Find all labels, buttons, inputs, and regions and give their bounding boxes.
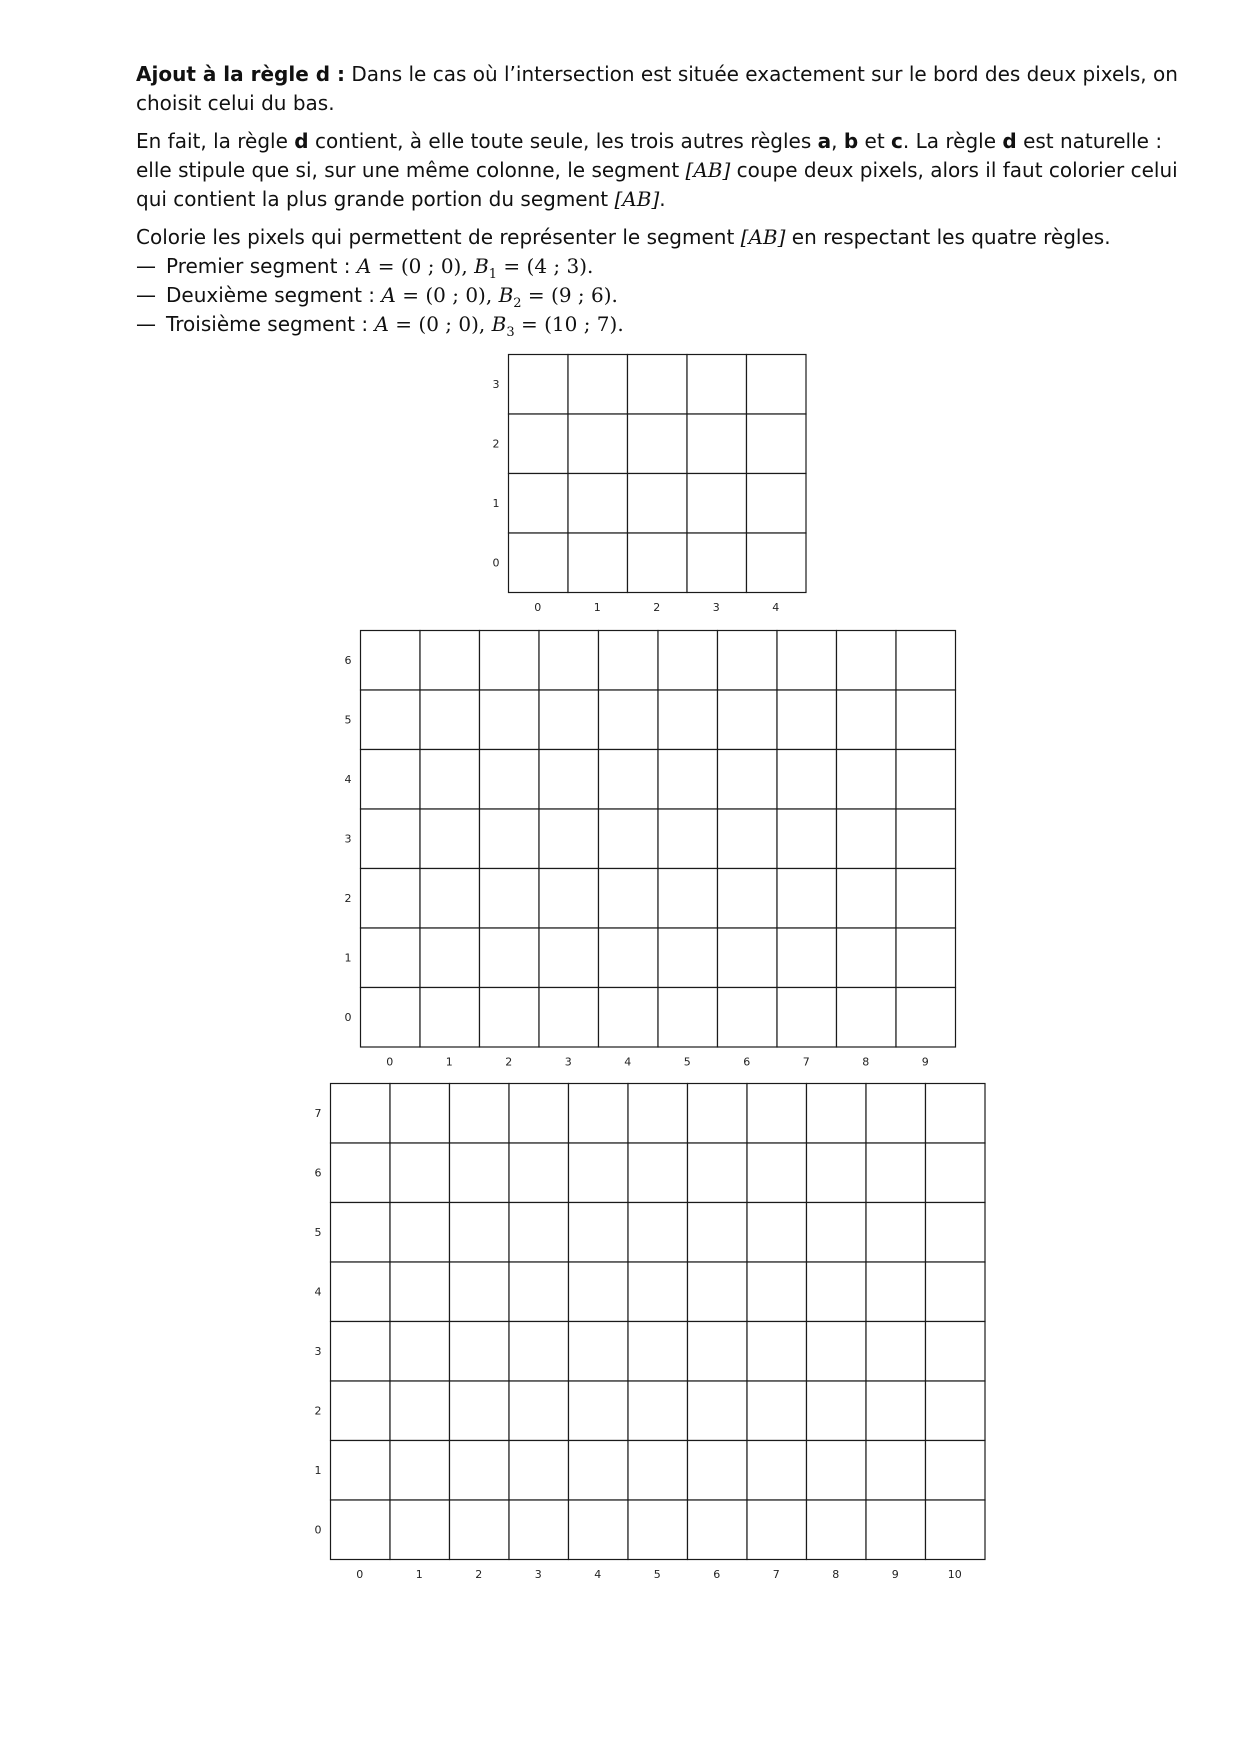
pixel-cell[interactable]: [896, 928, 956, 988]
pixel-cell[interactable]: [569, 1381, 629, 1441]
pixel-cell[interactable]: [390, 1262, 450, 1322]
y-axis-label: 7: [314, 1106, 322, 1120]
x-axis-label: 2: [505, 1055, 513, 1069]
rule-d-text: Dans le cas où l’intersection est située exactement sur le bord des deux pixels, on choisit celui du bas.: [136, 62, 1178, 115]
segment-notation: [AB]: [740, 225, 786, 249]
point-a-coords: = (0 ; 0),: [371, 254, 475, 278]
pixel-cell[interactable]: [926, 1381, 986, 1441]
pixel-cell[interactable]: [331, 1203, 391, 1263]
segment-label: Deuxième segment :: [166, 283, 382, 307]
pixel-grid-segment-3[interactable]: [314, 1083, 986, 1581]
pixel-cell[interactable]: [837, 750, 897, 810]
pixel-cell[interactable]: [866, 1500, 926, 1560]
pixel-cell[interactable]: [509, 1441, 569, 1501]
pixel-cell[interactable]: [509, 414, 569, 474]
rule-letter-c: c: [891, 129, 903, 153]
point-b-coords: = (4 ; 3).: [497, 254, 594, 278]
rule-letter-b: b: [843, 129, 859, 153]
pixel-cell[interactable]: [866, 1262, 926, 1322]
pixel-cell[interactable]: [747, 1500, 807, 1560]
pixel-grid-segment-2[interactable]: [344, 630, 956, 1069]
pixel-cell[interactable]: [628, 355, 688, 415]
pixel-cell[interactable]: [568, 474, 628, 534]
pixel-cell[interactable]: [599, 988, 659, 1048]
pixel-cell[interactable]: [688, 1084, 748, 1144]
y-axis-label: 0: [344, 1010, 352, 1024]
x-axis-label: 1: [445, 1055, 453, 1069]
pixel-cell[interactable]: [896, 690, 956, 750]
dash-bullet: —: [136, 312, 156, 336]
pixel-cell[interactable]: [718, 928, 778, 988]
pixel-cell[interactable]: [509, 474, 569, 534]
pixel-cell[interactable]: [331, 1322, 391, 1382]
y-axis-label: 4: [314, 1285, 322, 1299]
pixel-cell[interactable]: [331, 1262, 391, 1322]
segment-notation: [AB]: [685, 158, 731, 182]
pixel-cell[interactable]: [509, 1203, 569, 1263]
pixel-cell[interactable]: [807, 1322, 867, 1382]
pixel-cell[interactable]: [747, 1381, 807, 1441]
pixel-cell[interactable]: [390, 1143, 450, 1203]
pixel-cell[interactable]: [361, 690, 421, 750]
text-run: ,: [831, 129, 844, 153]
pixel-cell[interactable]: [390, 1441, 450, 1501]
pixel-cell[interactable]: [390, 1203, 450, 1263]
pixel-cell[interactable]: [628, 474, 688, 534]
pixel-cell[interactable]: [568, 414, 628, 474]
pixel-cell[interactable]: [718, 988, 778, 1048]
x-axis-label: 2: [653, 601, 661, 614]
pixel-cell[interactable]: [718, 750, 778, 810]
pixel-cell[interactable]: [361, 750, 421, 810]
y-axis-label: 2: [314, 1404, 322, 1418]
pixel-cell[interactable]: [926, 1322, 986, 1382]
pixel-cell[interactable]: [747, 1441, 807, 1501]
pixel-cell[interactable]: [896, 869, 956, 929]
pixel-cell[interactable]: [539, 750, 599, 810]
text-run: et: [858, 129, 892, 153]
y-axis-label: 3: [344, 832, 352, 846]
point-a: A: [374, 312, 389, 336]
pixel-cell[interactable]: [688, 1381, 748, 1441]
pixel-cell[interactable]: [569, 1084, 629, 1144]
pixel-cell[interactable]: [688, 1203, 748, 1263]
pixel-cell[interactable]: [658, 631, 718, 691]
pixel-cell[interactable]: [599, 809, 659, 869]
pixel-cell[interactable]: [599, 690, 659, 750]
pixel-cell[interactable]: [926, 1500, 986, 1560]
dash-bullet: —: [136, 283, 156, 307]
pixel-cell[interactable]: [569, 1262, 629, 1322]
pixel-cell[interactable]: [568, 533, 628, 593]
pixel-cell[interactable]: [807, 1381, 867, 1441]
pixel-cell[interactable]: [837, 928, 897, 988]
pixel-cell[interactable]: [539, 988, 599, 1048]
point-b-coords: = (10 ; 7).: [514, 312, 624, 336]
pixel-cell[interactable]: [361, 988, 421, 1048]
y-axis-label: 1: [314, 1463, 322, 1477]
pixel-cell[interactable]: [450, 1500, 510, 1560]
text-run: contient, à elle toute seule, les trois autres règles: [308, 129, 818, 153]
text-run: coupe deux pixels, alors il faut colorier celui qui contient la plus grande portion du segment: [136, 158, 1178, 211]
point-b-coords: = (9 ; 6).: [521, 283, 618, 307]
pixel-cell[interactable]: [718, 690, 778, 750]
pixel-cell[interactable]: [658, 750, 718, 810]
pixel-cell[interactable]: [687, 355, 747, 415]
pixel-cell[interactable]: [539, 809, 599, 869]
rule-d-heading: Ajout à la règle d :: [136, 62, 346, 86]
instruction-text: Colorie les pixels qui permettent de représenter le segment: [136, 225, 741, 249]
pixel-cell[interactable]: [569, 1143, 629, 1203]
pixel-cell[interactable]: [509, 1143, 569, 1203]
pixel-cell[interactable]: [599, 869, 659, 929]
y-axis-label: 3: [492, 377, 500, 391]
pixel-cell[interactable]: [390, 1381, 450, 1441]
pixel-cell[interactable]: [688, 1143, 748, 1203]
pixel-cell[interactable]: [658, 690, 718, 750]
pixel-cell[interactable]: [509, 1500, 569, 1560]
pixel-cell[interactable]: [331, 1143, 391, 1203]
pixel-cell[interactable]: [450, 1381, 510, 1441]
segment-label: Troisième segment :: [166, 312, 375, 336]
pixel-cell[interactable]: [718, 631, 778, 691]
x-axis-label: 6: [743, 1055, 751, 1069]
rule-letter-a: a: [817, 129, 832, 153]
rule-explanation: [136, 127, 1196, 214]
pixel-cell[interactable]: [896, 750, 956, 810]
pixel-cell[interactable]: [480, 750, 540, 810]
dash-bullet: —: [136, 254, 156, 278]
pixel-cell[interactable]: [628, 1143, 688, 1203]
pixel-cell[interactable]: [390, 1322, 450, 1382]
y-axis-label: 6: [314, 1166, 322, 1180]
pixel-cell[interactable]: [837, 809, 897, 869]
pixel-cell[interactable]: [539, 869, 599, 929]
rule-letter-d: d: [1002, 129, 1017, 153]
pixel-cell[interactable]: [420, 988, 480, 1048]
pixel-cell[interactable]: [599, 631, 659, 691]
pixel-cell[interactable]: [628, 414, 688, 474]
pixel-cell[interactable]: [777, 631, 837, 691]
pixel-cell[interactable]: [331, 1084, 391, 1144]
pixel-cell[interactable]: [807, 1500, 867, 1560]
pixel-cell[interactable]: [777, 809, 837, 869]
pixel-cell[interactable]: [837, 988, 897, 1048]
point-a: A: [381, 283, 396, 307]
text-run: . La règle: [902, 129, 1003, 153]
point-b: B: [491, 312, 507, 336]
pixel-cell[interactable]: [450, 1203, 510, 1263]
pixel-cell[interactable]: [688, 1441, 748, 1501]
pixel-cell[interactable]: [420, 809, 480, 869]
point-a-coords: = (0 ; 0),: [388, 312, 492, 336]
pixel-cell[interactable]: [926, 1203, 986, 1263]
y-axis-label: 4: [344, 772, 352, 786]
pixel-cell[interactable]: [687, 533, 747, 593]
rule-d-addendum: [136, 60, 1196, 118]
x-axis-label: 9: [921, 1055, 929, 1069]
pixel-cell[interactable]: [658, 988, 718, 1048]
pixel-cell[interactable]: [569, 1322, 629, 1382]
x-axis-label: 4: [594, 1568, 602, 1581]
exercise-instructions: [136, 223, 1196, 339]
point-b-index: 3: [506, 325, 515, 340]
pixel-cell[interactable]: [450, 1322, 510, 1382]
pixel-cell[interactable]: [509, 1262, 569, 1322]
y-axis-label: 0: [492, 556, 500, 570]
x-axis-label: 6: [713, 1568, 721, 1581]
pixel-cell[interactable]: [420, 869, 480, 929]
pixel-cell[interactable]: [331, 1500, 391, 1560]
pixel-cell[interactable]: [747, 533, 807, 593]
pixel-cell[interactable]: [599, 928, 659, 988]
pixel-cell[interactable]: [361, 869, 421, 929]
pixel-cell[interactable]: [718, 869, 778, 929]
pixel-cell[interactable]: [628, 1381, 688, 1441]
y-axis-label: 5: [314, 1225, 322, 1239]
pixel-cell[interactable]: [539, 690, 599, 750]
pixel-cell[interactable]: [747, 414, 807, 474]
pixel-cell[interactable]: [747, 1322, 807, 1382]
pixel-cell[interactable]: [896, 988, 956, 1048]
pixel-cell[interactable]: [569, 1500, 629, 1560]
pixel-cell[interactable]: [569, 1203, 629, 1263]
x-axis-label: 8: [832, 1568, 840, 1581]
y-axis-label: 1: [492, 496, 500, 510]
pixel-cell[interactable]: [450, 1143, 510, 1203]
pixel-cell[interactable]: [509, 1381, 569, 1441]
pixel-cell[interactable]: [926, 1143, 986, 1203]
pixel-cell[interactable]: [777, 988, 837, 1048]
point-b: B: [474, 254, 489, 278]
pixel-cell[interactable]: [599, 750, 659, 810]
pixel-cell[interactable]: [687, 474, 747, 534]
pixel-cell[interactable]: [866, 1381, 926, 1441]
pixel-cell[interactable]: [807, 1203, 867, 1263]
y-axis-label: 2: [344, 891, 352, 905]
pixel-cell[interactable]: [658, 809, 718, 869]
pixel-cell[interactable]: [331, 1441, 391, 1501]
pixel-cell[interactable]: [747, 1084, 807, 1144]
x-axis-label: 1: [593, 601, 601, 614]
pixel-cell[interactable]: [509, 1084, 569, 1144]
x-axis-label: 0: [356, 1568, 364, 1581]
text-run: .: [659, 187, 666, 211]
segment-label: Premier segment :: [166, 254, 357, 278]
x-axis-label: 9: [891, 1568, 899, 1581]
pixel-cell[interactable]: [628, 533, 688, 593]
x-axis-label: 5: [683, 1055, 691, 1069]
pixel-cell[interactable]: [926, 1441, 986, 1501]
y-axis-label: 0: [314, 1523, 322, 1537]
pixel-cell[interactable]: [747, 1203, 807, 1263]
list-item: [136, 281, 1196, 310]
pixel-cell[interactable]: [747, 1143, 807, 1203]
pixel-cell[interactable]: [688, 1500, 748, 1560]
pixel-cell[interactable]: [777, 869, 837, 929]
pixel-cell[interactable]: [866, 1322, 926, 1382]
pixel-cell[interactable]: [837, 869, 897, 929]
pixel-cell[interactable]: [747, 355, 807, 415]
y-axis-label: 5: [344, 713, 352, 727]
pixel-cell[interactable]: [807, 1143, 867, 1203]
list-item: [136, 310, 1196, 339]
pixel-cell[interactable]: [480, 928, 540, 988]
pixel-cell[interactable]: [480, 869, 540, 929]
pixel-cell[interactable]: [361, 631, 421, 691]
pixel-cell[interactable]: [688, 1262, 748, 1322]
pixel-cell[interactable]: [896, 809, 956, 869]
pixel-grid-segment-1[interactable]: [492, 354, 807, 614]
pixel-cell[interactable]: [807, 1084, 867, 1144]
pixel-cell[interactable]: [390, 1500, 450, 1560]
pixel-cell[interactable]: [480, 988, 540, 1048]
pixel-cell[interactable]: [866, 1084, 926, 1144]
pixel-cell[interactable]: [777, 928, 837, 988]
pixel-cell[interactable]: [777, 750, 837, 810]
pixel-cell[interactable]: [926, 1084, 986, 1144]
pixel-cell[interactable]: [837, 631, 897, 691]
x-axis-label: 0: [386, 1055, 394, 1069]
pixel-cell[interactable]: [420, 690, 480, 750]
pixel-cell[interactable]: [628, 1262, 688, 1322]
x-axis-label: 5: [653, 1568, 661, 1581]
x-axis-label: 3: [712, 601, 720, 614]
pixel-cell[interactable]: [688, 1322, 748, 1382]
pixel-cell[interactable]: [361, 928, 421, 988]
x-axis-label: 1: [415, 1568, 423, 1581]
pixel-cell[interactable]: [480, 631, 540, 691]
pixel-cell[interactable]: [480, 809, 540, 869]
pixel-cell[interactable]: [450, 1262, 510, 1322]
pixel-cell[interactable]: [539, 631, 599, 691]
pixel-cell[interactable]: [628, 1441, 688, 1501]
pixel-cell[interactable]: [807, 1441, 867, 1501]
pixel-cell[interactable]: [361, 809, 421, 869]
pixel-cell[interactable]: [509, 1322, 569, 1382]
x-axis-label: 10: [947, 1568, 962, 1581]
pixel-cell[interactable]: [628, 1500, 688, 1560]
pixel-cell[interactable]: [866, 1143, 926, 1203]
point-b-index: 1: [488, 267, 498, 282]
pixel-cell[interactable]: [450, 1441, 510, 1501]
pixel-cell[interactable]: [747, 1262, 807, 1322]
instruction-text: en respectant les quatre règles.: [785, 225, 1111, 249]
pixel-cell[interactable]: [420, 750, 480, 810]
pixel-cell[interactable]: [628, 1322, 688, 1382]
point-a-coords: = (0 ; 0),: [395, 283, 499, 307]
x-axis-label: 4: [772, 601, 780, 614]
pixel-cell[interactable]: [747, 474, 807, 534]
x-axis-label: 8: [862, 1055, 870, 1069]
rule-letter-d: d: [294, 129, 309, 153]
pixel-cell[interactable]: [390, 1084, 450, 1144]
pixel-cell[interactable]: [866, 1203, 926, 1263]
y-axis-label: 2: [492, 437, 500, 451]
pixel-cell[interactable]: [718, 809, 778, 869]
text-run: est naturelle : elle stipule que si, sur une même colonne, le segment: [136, 129, 1163, 182]
pixel-cell[interactable]: [866, 1441, 926, 1501]
point-a: A: [356, 254, 372, 278]
pixel-cell[interactable]: [658, 869, 718, 929]
pixel-cell[interactable]: [926, 1262, 986, 1322]
y-axis-label: 3: [314, 1344, 322, 1358]
pixel-cell[interactable]: [539, 928, 599, 988]
pixel-cell[interactable]: [450, 1084, 510, 1144]
pixel-cell[interactable]: [628, 1084, 688, 1144]
x-axis-label: 7: [802, 1055, 810, 1069]
y-axis-label: 1: [344, 951, 352, 965]
pixel-cell[interactable]: [420, 928, 480, 988]
segment-notation: [AB]: [614, 187, 660, 211]
pixel-cell[interactable]: [807, 1262, 867, 1322]
point-b: B: [498, 283, 514, 307]
pixel-cell[interactable]: [658, 928, 718, 988]
text-run: En fait, la règle: [136, 129, 295, 153]
x-axis-label: 3: [534, 1568, 542, 1581]
x-axis-label: 2: [475, 1568, 483, 1581]
x-axis-label: 3: [564, 1055, 572, 1069]
pixel-cell[interactable]: [777, 690, 837, 750]
x-axis-label: 4: [624, 1055, 632, 1069]
list-item: [136, 252, 1196, 281]
pixel-cell[interactable]: [331, 1381, 391, 1441]
pixel-cell[interactable]: [896, 631, 956, 691]
pixel-cell[interactable]: [568, 355, 628, 415]
pixel-cell[interactable]: [569, 1441, 629, 1501]
pixel-cell[interactable]: [480, 690, 540, 750]
pixel-cell[interactable]: [837, 690, 897, 750]
x-axis-label: 7: [772, 1568, 780, 1581]
pixel-cell[interactable]: [509, 355, 569, 415]
pixel-cell[interactable]: [509, 533, 569, 593]
point-b-index: 2: [513, 296, 522, 311]
segment-list: [136, 252, 1196, 339]
pixel-cell[interactable]: [687, 414, 747, 474]
x-axis-label: 0: [534, 601, 542, 614]
pixel-cell[interactable]: [420, 631, 480, 691]
pixel-cell[interactable]: [628, 1203, 688, 1263]
y-axis-label: 6: [344, 653, 352, 667]
